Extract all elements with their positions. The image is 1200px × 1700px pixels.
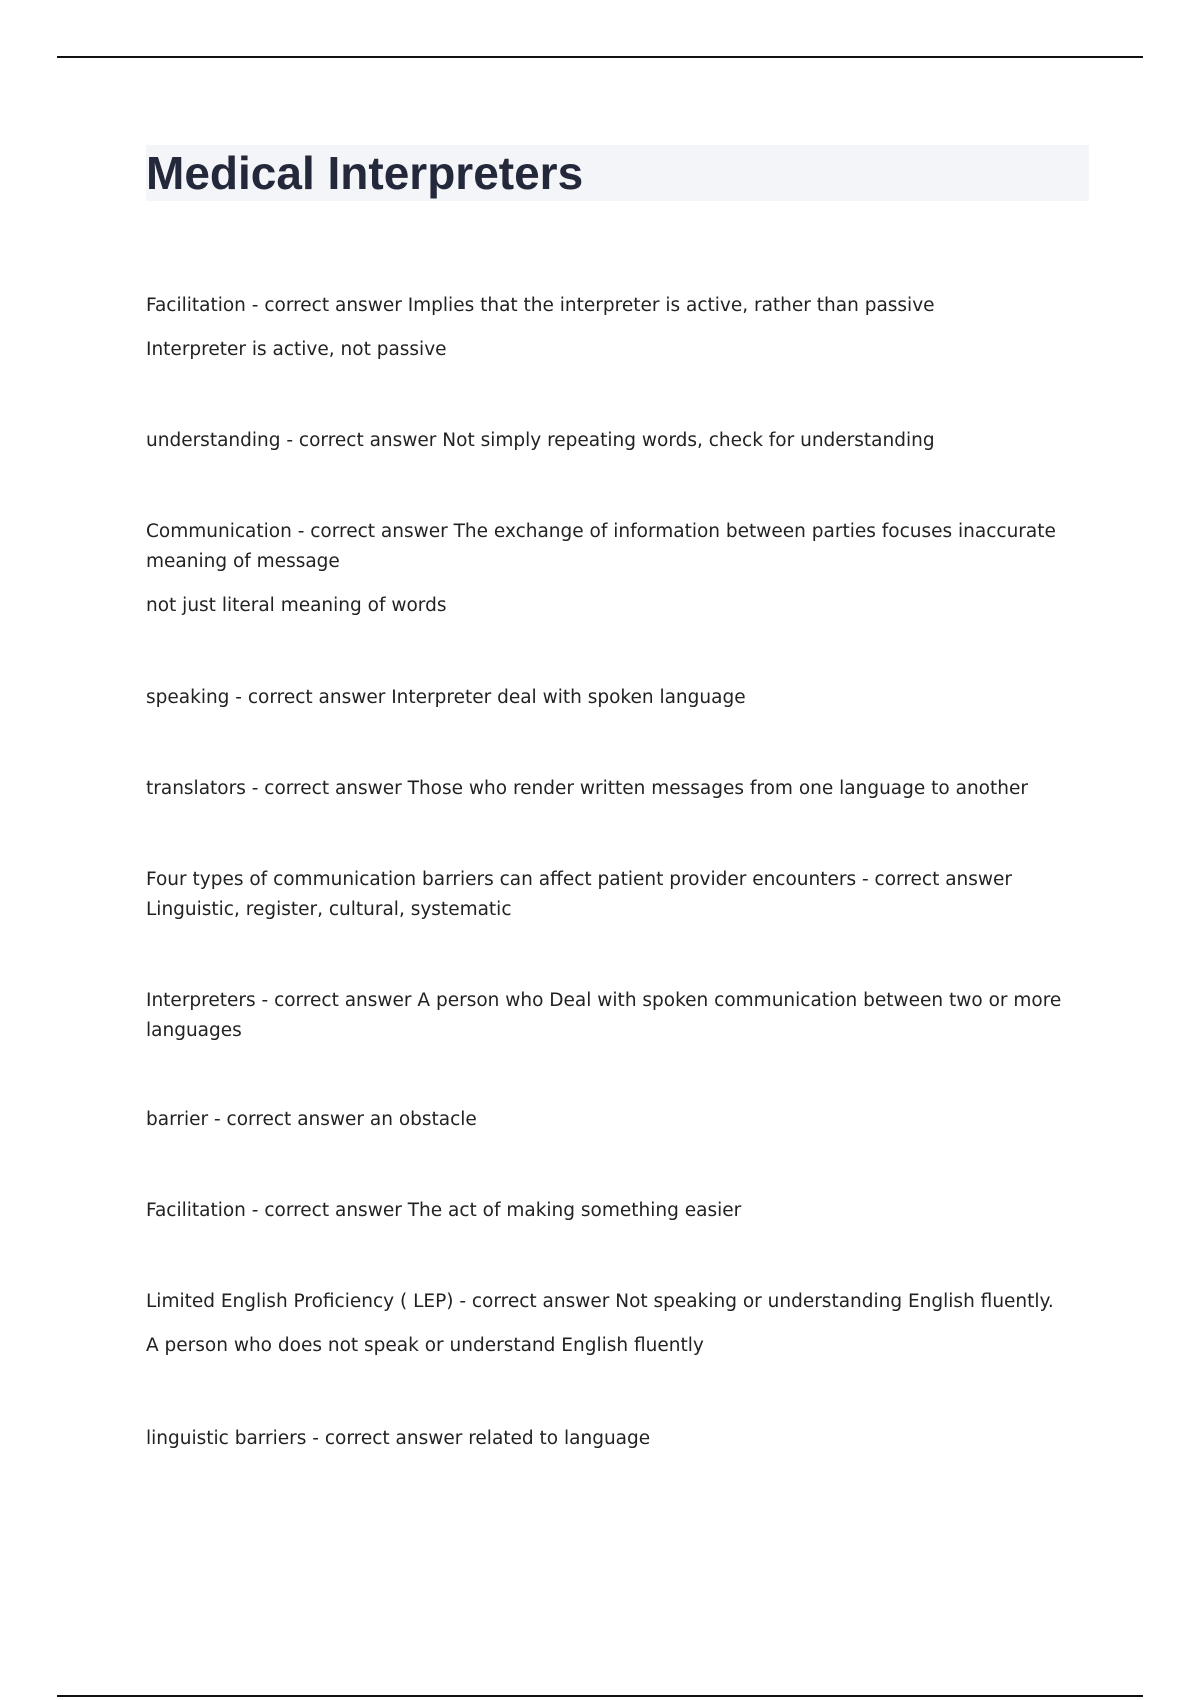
qa-item	[146, 865, 1086, 925]
qa-item	[146, 986, 1086, 1046]
qa-item	[146, 517, 1086, 621]
qa-item	[146, 291, 1086, 365]
qa-text: Facilitation - correct answer Implies that the interpreter is active, rather than passive	[146, 295, 935, 316]
qa-extra: not just literal meaning of words	[146, 595, 447, 616]
qa-text: Facilitation - correct answer The act of making something easier	[146, 1200, 742, 1221]
qa-item	[146, 1105, 1086, 1135]
qa-item	[146, 1196, 1086, 1226]
qa-item	[146, 1287, 1086, 1361]
qa-text: Four types of communication barriers can affect patient provider encounters - correct answer Linguistic, register, cultural, systematic	[146, 869, 1013, 920]
qa-text: linguistic barriers - correct answer related to language	[146, 1428, 651, 1449]
qa-text: Communication - correct answer The exchange of information between parties focuses inaccurate meaning of message	[146, 521, 1056, 572]
qa-text: Interpreters - correct answer A person who Deal with spoken communication between two or more languages	[146, 990, 1062, 1041]
qa-item	[146, 1424, 1086, 1454]
qa-item	[146, 683, 1086, 713]
bottom-rule	[57, 1695, 1143, 1697]
qa-item	[146, 774, 1086, 804]
qa-text: understanding - correct answer Not simply repeating words, check for understanding	[146, 430, 935, 451]
qa-text: speaking - correct answer Interpreter deal with spoken language	[146, 687, 746, 708]
page-title: Medical Interpreters	[146, 147, 584, 199]
top-rule	[57, 56, 1143, 58]
qa-extra: Interpreter is active, not passive	[146, 339, 447, 360]
qa-item	[146, 426, 1086, 456]
qa-extra: A person who does not speak or understand English fluently	[146, 1335, 704, 1356]
qa-text: barrier - correct answer an obstacle	[146, 1109, 477, 1130]
qa-text: translators - correct answer Those who render written messages from one language to another	[146, 778, 1028, 799]
qa-text: Limited English Proficiency ( LEP) - correct answer Not speaking or understanding English fluently.	[146, 1291, 1054, 1312]
